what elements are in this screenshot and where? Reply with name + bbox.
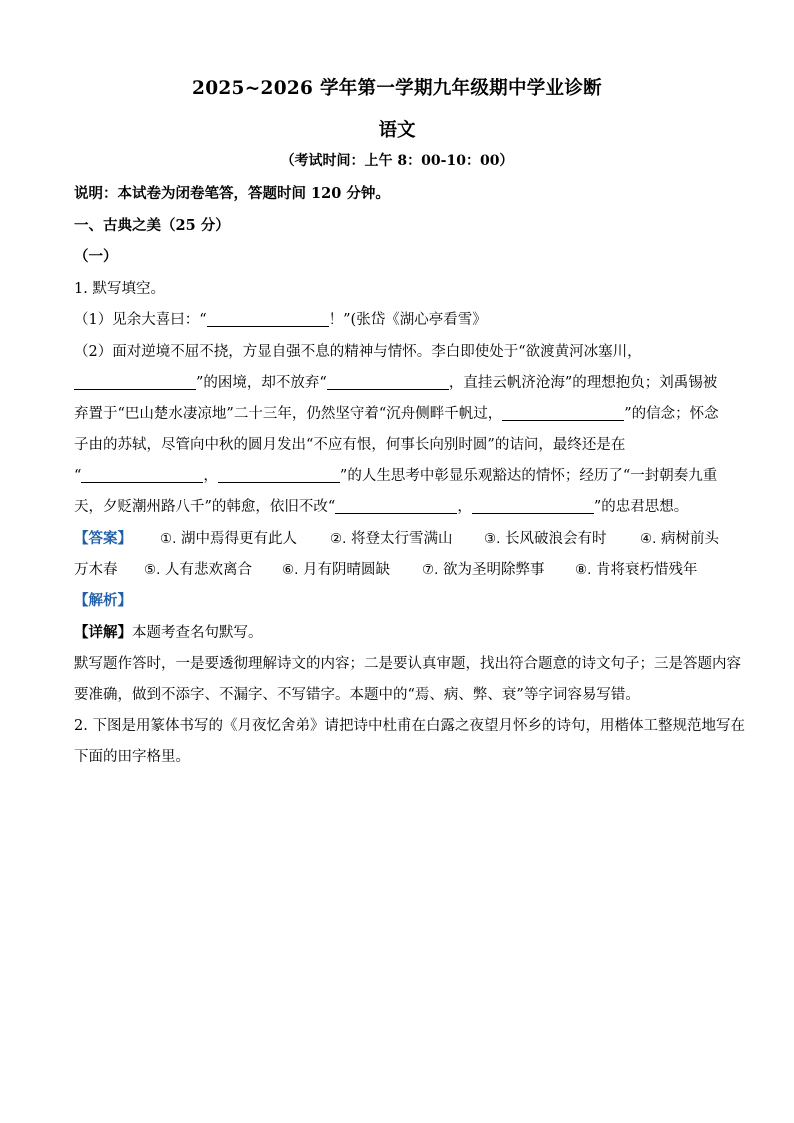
text-fragment: ”的人生思考中彰显乐观豁达的情怀；经历了“一封朝奏九重: [339, 468, 718, 484]
question-1-sub1: [74, 308, 487, 329]
text-fragment: ”的信念；怀念: [624, 406, 719, 422]
question-1-sub2-line1: （2）面对逆境不屈不挠，方显自强不息的精神与情怀。李白即使处于“欲渡黄河冰塞川，: [74, 344, 642, 360]
answer-item: [282, 558, 390, 579]
answer-number: ①.: [160, 531, 177, 547]
answer-text: 欲为圣明除弊事: [443, 562, 545, 578]
answer-blank[interactable]: [502, 405, 624, 421]
answer-number: ②.: [330, 531, 347, 547]
answer-blank[interactable]: [218, 467, 340, 483]
answer-blank[interactable]: [327, 374, 449, 390]
answer-number: ⑧.: [575, 562, 592, 578]
text-fragment: ，: [203, 468, 218, 484]
answer-number: ⑥.: [282, 562, 299, 578]
answer-text: 将登太行雪满山: [351, 531, 453, 547]
detail-label: 【详解】: [74, 624, 132, 641]
question-1-sub2-line4: 子由的苏轼，尽管向中秋的圆月发出“不应有恨，何事长向别时圆”的诘问，最终还是在: [74, 437, 626, 453]
text-fragment: ，: [457, 499, 472, 515]
answer-blank[interactable]: [81, 467, 203, 483]
answer-number: ③.: [484, 531, 501, 547]
text-fragment: ”的忠君思想。: [593, 499, 689, 515]
question-1-title: 1. 默写填空。: [74, 281, 165, 297]
answer-blank[interactable]: [335, 498, 457, 514]
question-2-line1: 2. 下图是用篆体书写的《月夜忆舍弟》请把诗中杜甫在白露之夜望月怀乡的诗句，用楷体工整规范地写在: [74, 718, 745, 734]
part-label: （一）: [74, 248, 118, 265]
answer-number: ⑤.: [144, 562, 161, 578]
answer-text: 湖中焉得更有此人: [181, 531, 298, 547]
sub1-suffix: ！”(张岱《湖心亭看雪》: [328, 312, 487, 328]
text-fragment: ，直挂云帆济沧海”的理想抱负；刘禹锡被: [448, 375, 718, 391]
answer-text: 肯将衰朽惜残年: [596, 562, 698, 578]
text-fragment: 弃置于“巴山楚水凄凉地”二十三年，仍然坚守着“沉舟侧畔千帆过，: [74, 406, 503, 422]
question-1-sub2-line6: [74, 495, 688, 516]
answer-item: [640, 527, 719, 548]
sub1-prefix: （1）见余大喜曰：“: [74, 312, 207, 328]
answer-label: 【答案】: [74, 530, 132, 547]
answer-item: [575, 558, 698, 579]
subject-title: 语文: [378, 120, 416, 141]
text-fragment: “: [74, 468, 82, 484]
analysis-label: 【解析】: [74, 592, 132, 609]
answer-row-2: [74, 558, 724, 578]
instructions: 说明：本试卷为闭卷笔答，答题时间 120 分钟。: [74, 185, 390, 202]
text-fragment: 天，夕贬潮州路八千”的韩愈，依旧不改“: [74, 499, 336, 515]
question-1-sub2-line2: [74, 371, 717, 392]
answer-item: [422, 558, 545, 579]
answer-blank[interactable]: [74, 374, 196, 390]
answer-text: 万木春: [74, 562, 118, 578]
answer-blank[interactable]: [207, 311, 329, 327]
answer-number: ⑦.: [422, 562, 439, 578]
exam-time: （考试时间：上午 8：00-10：00）: [280, 153, 514, 169]
answer-text: 病树前头: [661, 531, 720, 547]
section-heading: 一、古典之美（25 分）: [74, 217, 230, 234]
detail-text: 本题考查名句默写。: [132, 625, 263, 641]
question-2-line2: 下面的田字格里。: [74, 749, 190, 765]
analysis-detail: [74, 621, 263, 642]
answer-item: [160, 527, 297, 548]
answer-row-1: [74, 527, 724, 547]
analysis-para-line1: 默写题作答时，一是要透彻理解诗文的内容；二是要认真审题，找出符合题意的诗文句子；三是答题内容: [74, 656, 741, 672]
answer-item: [330, 527, 453, 548]
analysis-para-line2: 要准确，做到不添字、不漏字、不写错字。本题中的“焉、病、弊、衰”等字词容易写错。: [74, 687, 640, 703]
answer-text: 月有阴晴圆缺: [303, 562, 391, 578]
answer-item: [74, 558, 118, 579]
answer-blank[interactable]: [472, 498, 594, 514]
exam-title: 2025~2026 学年第一学期九年级期中学业诊断: [192, 78, 602, 99]
answer-text: 人有悲欢离合: [165, 562, 253, 578]
question-1-sub2-line3: [74, 402, 719, 423]
answer-item: [144, 558, 252, 579]
answer-text: 长风破浪会有时: [505, 531, 607, 547]
question-1-sub2-line5: [74, 464, 717, 485]
answer-item: [484, 527, 607, 548]
answer-number: ④.: [640, 531, 657, 547]
text-fragment: ”的困境，却不放弃“: [196, 375, 327, 391]
